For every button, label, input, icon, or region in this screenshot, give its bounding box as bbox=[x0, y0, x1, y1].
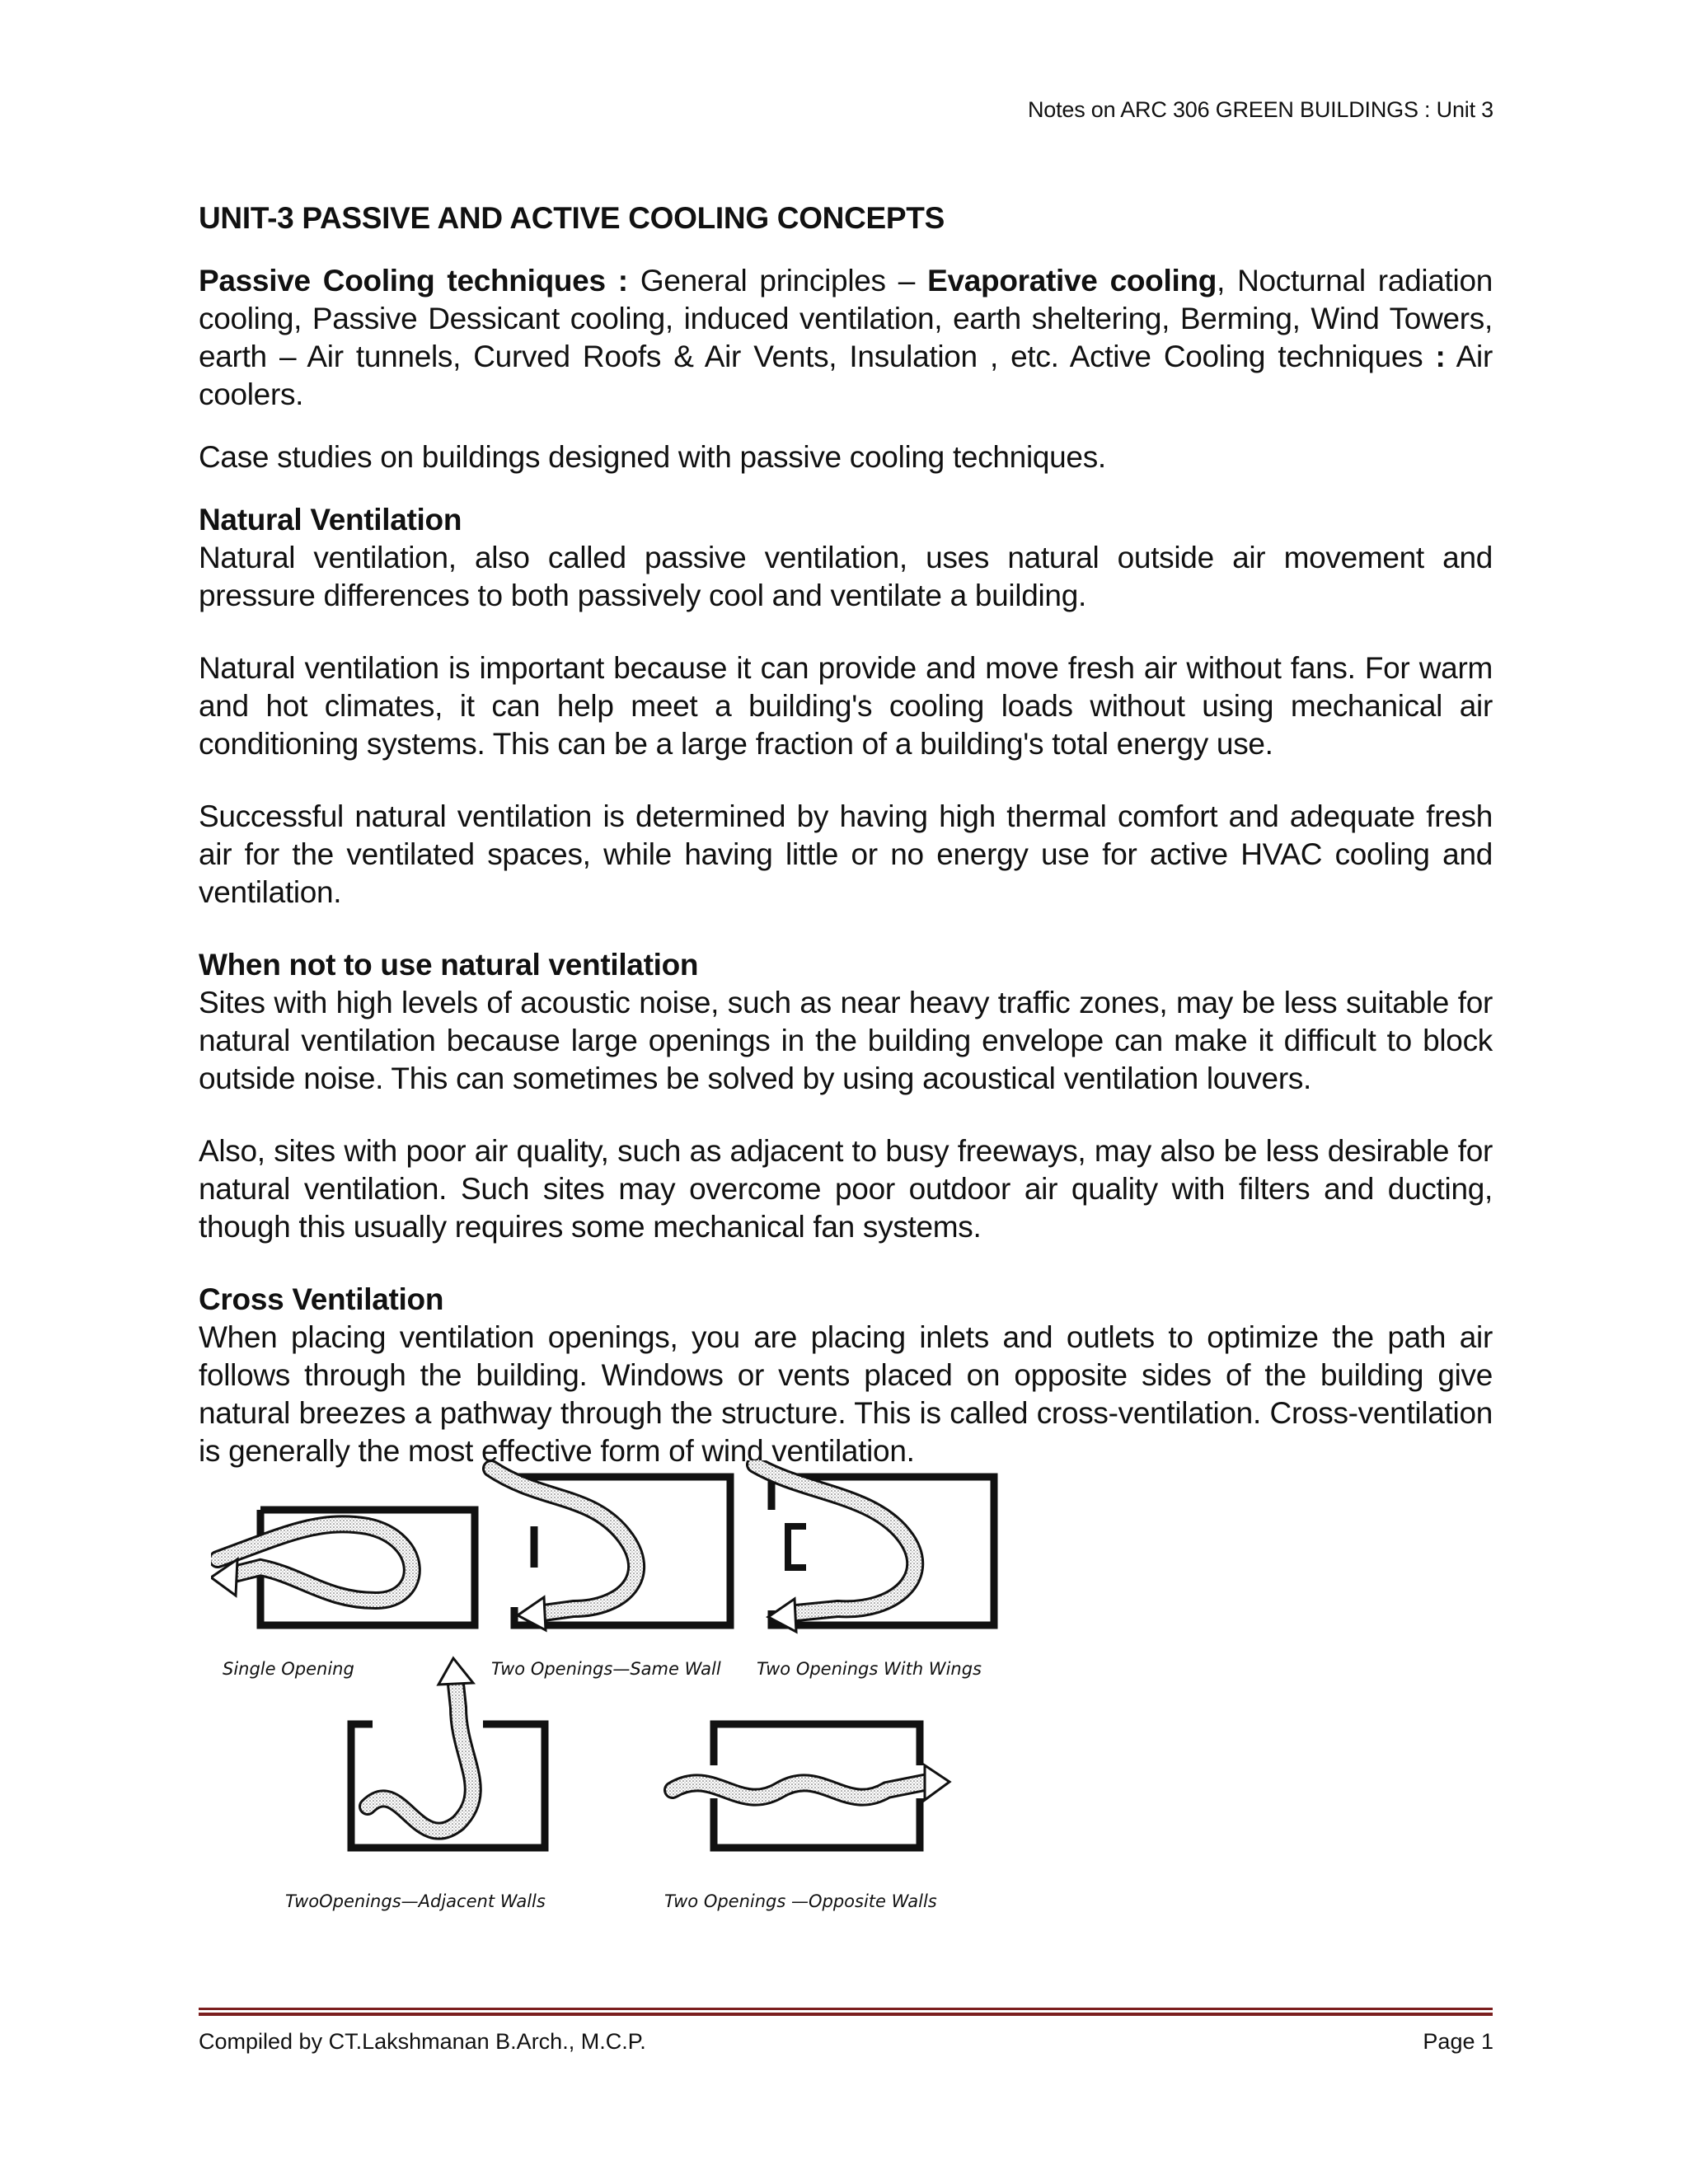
when-not-p2: Also, sites with poor air quality, such as adjacent to busy freeways, may also be less desirable for natural ventilation. Such sites may overcome poor outdoor air quality with filters and ducting, though this usually requires some mechanical fan systems. bbox=[199, 1134, 1493, 1244]
label-adjacent-walls: TwoOpenings—Adjacent Walls bbox=[285, 1891, 546, 1911]
intro-bold-evaporative: Evaporative cooling bbox=[927, 264, 1217, 298]
intro-text-c: Air coolers. bbox=[199, 340, 1493, 411]
cross-ventilation-heading: Cross Ventilation bbox=[199, 1282, 444, 1316]
when-not-heading: When not to use natural ventilation bbox=[199, 948, 699, 982]
footer-page-number: Page 1 bbox=[1423, 2029, 1493, 2054]
intro-label: Passive Cooling techniques : bbox=[199, 264, 628, 298]
diagram-two-openings-same-wall bbox=[491, 1469, 730, 1679]
natural-ventilation-p1: Natural ventilation, also called passive ventilation, uses natural outside air movement and pressure differences to both passively cool and ventilate a building. bbox=[199, 541, 1493, 612]
page-title: UNIT-3 PASSIVE AND ACTIVE COOLING CONCEPTS bbox=[199, 201, 945, 235]
diagram-two-openings-opposite bbox=[664, 1724, 950, 1911]
cross-ventilation-figure bbox=[211, 1460, 1035, 1935]
document-body bbox=[199, 199, 1493, 1470]
label-single-opening: Single Opening bbox=[223, 1659, 354, 1679]
intro-colon: : bbox=[1435, 340, 1446, 373]
footer-compiled-by: Compiled by CT.Lakshmanan B.Arch., M.C.P. bbox=[199, 2029, 646, 2054]
diagram-two-openings-wings bbox=[755, 1465, 994, 1679]
intro-paragraph bbox=[199, 262, 1493, 414]
natural-ventilation-heading: Natural Ventilation bbox=[199, 503, 462, 537]
diagram-single-opening bbox=[211, 1510, 475, 1679]
label-opposite-walls: Two Openings —Opposite Walls bbox=[664, 1891, 937, 1911]
natural-ventilation-p3: Successful natural ventilation is determined by having high thermal comfort and adequate fresh air for the ventilated spaces, while having little or no energy use for active HVAC cooling and ventilation. bbox=[199, 799, 1493, 909]
intro-text-b: , Nocturnal radiation cooling, Passive Dessicant cooling, induced ventilation, earth sheltering, Berming, Wind Towers, earth – Air tunnels, Curved Roofs & Air Vents, Insulation , etc. Active Cooling techniques bbox=[199, 264, 1493, 373]
when-not-p1: Sites with high levels of acoustic noise, such as near heavy traffic zones, may be less suitable for natural ventilation because large openings in the building envelope can make it difficult to block outside noise. This can sometimes be solved by using acoustical ventilation louvers. bbox=[199, 986, 1493, 1095]
label-with-wings: Two Openings With Wings bbox=[757, 1659, 982, 1679]
label-same-wall: Two Openings—Same Wall bbox=[491, 1659, 721, 1679]
case-studies-paragraph: Case studies on buildings designed with passive cooling techniques. bbox=[199, 440, 1106, 474]
intro-text-a: General principles – bbox=[627, 264, 928, 298]
diagram-two-openings-adjacent bbox=[285, 1658, 546, 1911]
natural-ventilation-p2: Natural ventilation is important because it can provide and move fresh air without fans. For warm and hot climates, it can help meet a building's cooling loads without using mechanical air conditioning systems. This can be a large fraction of a building's total energy use. bbox=[199, 651, 1493, 761]
footer-rule bbox=[199, 2008, 1493, 2016]
running-header: Notes on ARC 306 GREEN BUILDINGS : Unit 3 bbox=[1027, 97, 1493, 122]
cross-ventilation-p1: When placing ventilation openings, you are placing inlets and outlets to optimize the path air follows through the building. Windows or vents placed on opposite sides of the building give natural breezes a pathway through the structure. This is called cross-ventilation. Cross-ventilation is generally the most effective form of wind ventilation. bbox=[199, 1320, 1493, 1468]
